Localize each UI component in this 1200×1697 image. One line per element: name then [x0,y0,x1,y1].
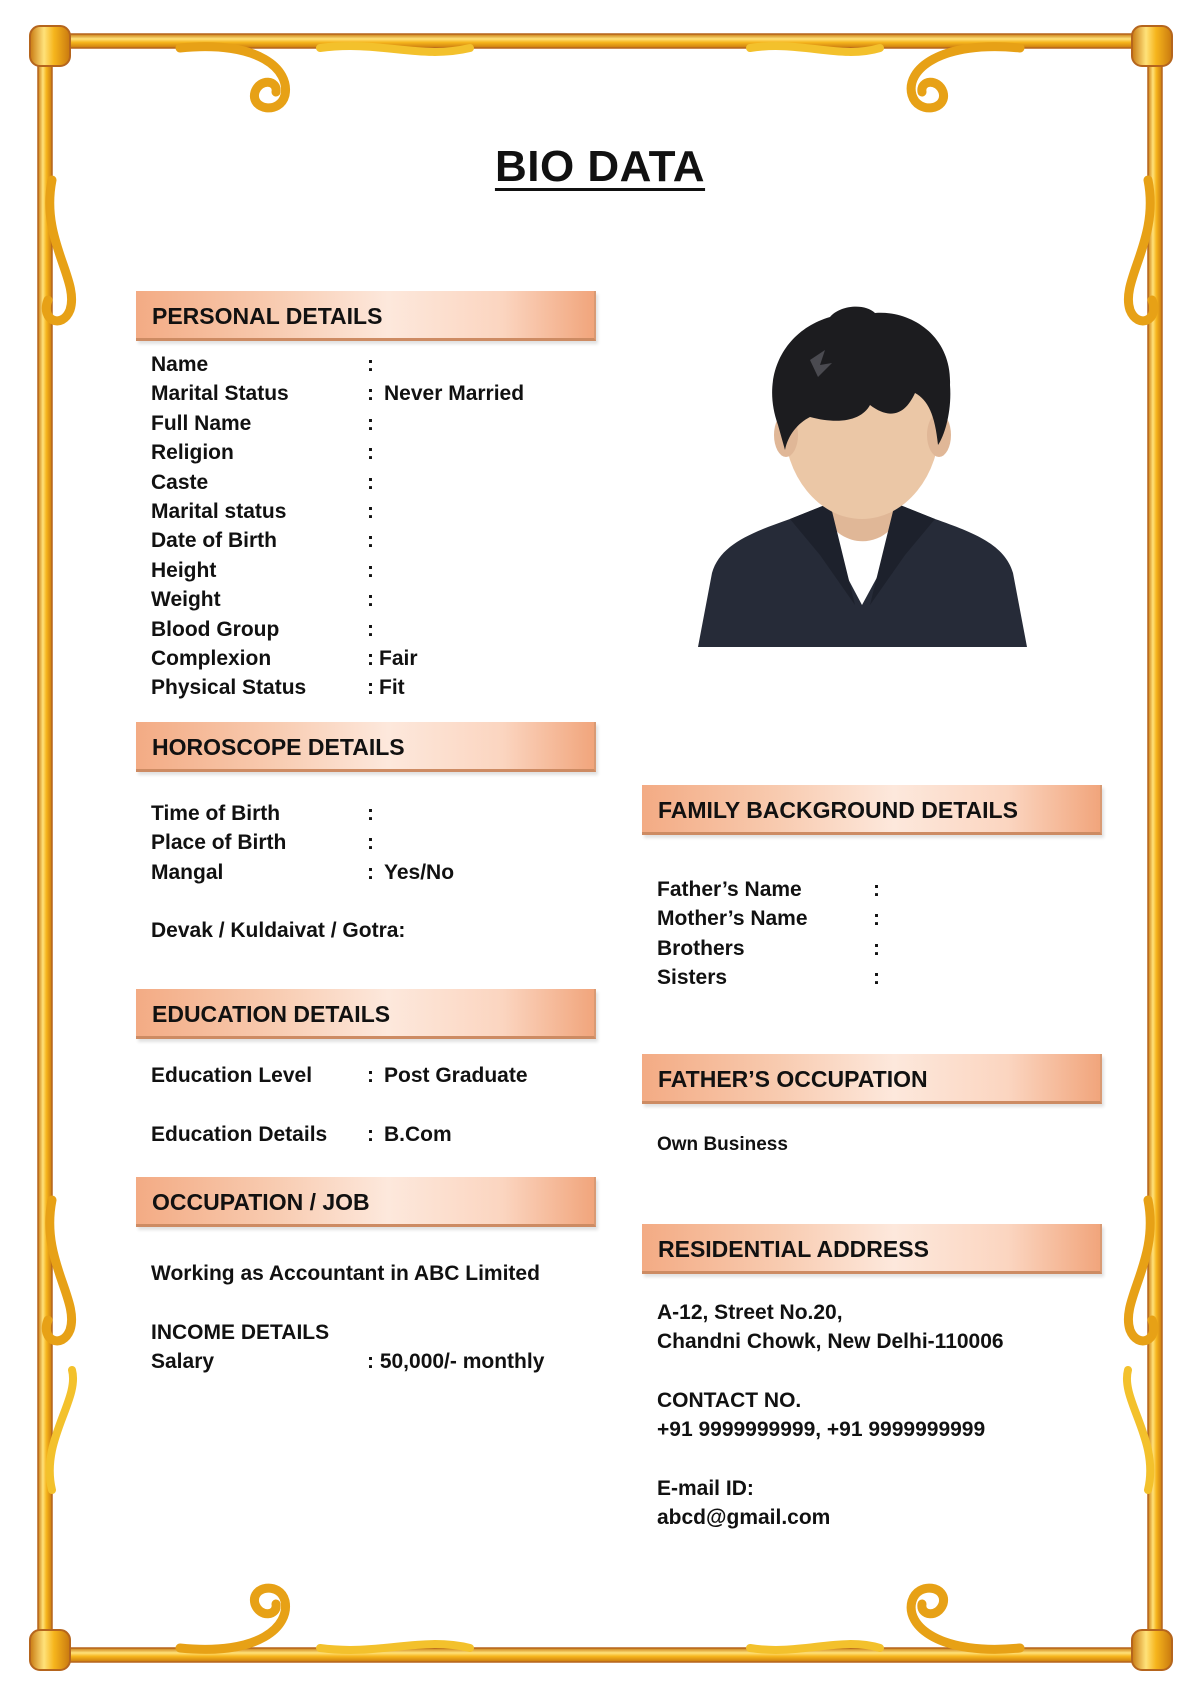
personal-row-caste [151,468,611,497]
field-label: Complexion [151,646,272,670]
person-avatar-icon [690,305,1035,650]
field-colon: : [873,936,880,960]
occupation-description: Working as Accountant in ABC Limited [151,1262,540,1285]
field-colon: : [367,382,374,406]
field-label: Brothers [657,936,745,960]
income-details-heading: INCOME DETAILS [151,1321,330,1344]
residential-address-header: RESIDENTIAL ADDRESS [642,1224,1102,1274]
field-label: Place of Birth [151,831,287,855]
field-label: Caste [151,470,209,494]
horoscope-row-place-of-birth [151,828,611,857]
field-colon: : [367,441,374,465]
field-colon: : [367,411,374,435]
field-label: Marital status [151,499,287,523]
field-label: Name [151,353,209,376]
personal-row-name [151,350,611,379]
field-colon: : [367,802,374,825]
personal-row-marital-status-2 [151,497,611,526]
field-colon: : [367,831,374,855]
family-details-list [657,875,1097,993]
personal-row-height [151,556,611,585]
field-label: Time of Birth [151,802,281,825]
field-colon: : [873,907,880,931]
field-colon: : [367,860,374,884]
contact-value: +91 9999999999, +91 9999999999 [657,1418,986,1441]
personal-row-weight [151,585,611,614]
field-colon: : [367,646,374,670]
personal-details-header: PERSONAL DETAILS [136,291,596,341]
field-label: Mother’s Name [657,907,808,931]
field-colon: : [367,470,374,494]
family-row-brothers [657,934,1097,963]
field-label: Father’s Name [657,878,802,901]
salary-row [151,1347,611,1376]
field-label: Education Level [151,1064,313,1087]
field-value: Never Married [384,382,525,406]
field-label: Mangal [151,860,224,884]
personal-row-complexion [151,644,611,673]
field-label: Religion [151,441,234,465]
field-colon: : [367,529,374,553]
horoscope-details-header: HOROSCOPE DETAILS [136,722,596,772]
contact-heading: CONTACT NO. [657,1389,802,1412]
field-label: Date of Birth [151,529,277,553]
personal-row-date-of-birth [151,526,611,555]
field-colon: : [367,558,374,582]
page-title: BIO DATA [494,142,706,191]
email-value: abcd@gmail.com [657,1506,831,1529]
field-colon: : [367,499,374,523]
field-value: Yes/No [384,860,455,884]
salary-value: : 50,000/- monthly [367,1350,545,1373]
personal-row-full-name [151,409,611,438]
horoscope-row-mangal [151,858,611,887]
personal-row-religion [151,438,611,467]
family-row-mothers-name [657,904,1097,933]
field-colon: : [367,1123,374,1146]
field-label: Height [151,558,217,582]
field-colon: : [367,353,374,376]
field-colon: : [367,588,374,612]
education-row-level [151,1061,611,1090]
education-details-header: EDUCATION DETAILS [136,989,596,1039]
address-line-1: A-12, Street No.20, [657,1301,843,1324]
field-label: Education Details [151,1123,328,1146]
gotra-label: Devak / Kuldaivat / Gotra: [151,919,406,942]
personal-row-marital-status [151,379,611,408]
email-heading: E-mail ID: [657,1477,754,1500]
occupation-header: OCCUPATION / JOB [136,1177,596,1227]
horoscope-details-list [151,799,611,887]
fathers-occupation-value: Own Business [657,1134,788,1155]
field-colon: : [367,1064,374,1087]
family-background-header: FAMILY BACKGROUND DETAILS [642,785,1102,835]
field-colon: : [873,878,880,901]
salary-label: Salary [151,1350,215,1373]
family-row-sisters [657,963,1097,992]
education-row-details [151,1120,611,1149]
field-colon: : [367,676,374,700]
field-colon: : [367,617,374,641]
field-label: Weight [151,588,221,612]
personal-row-physical-status [151,673,611,702]
field-value: Fit [379,676,405,700]
field-label: Blood Group [151,617,280,641]
horoscope-row-time-of-birth [151,799,611,828]
personal-details-list [151,350,611,703]
field-label: Sisters [657,966,728,990]
address-line-2: Chandni Chowk, New Delhi-110006 [657,1330,1004,1353]
field-value: Fair [379,646,418,670]
field-label: Marital Status [151,382,289,406]
field-label: Physical Status [151,676,307,700]
family-row-fathers-name [657,875,1097,904]
field-colon: : [873,966,880,990]
field-value: Post Graduate [384,1064,528,1087]
personal-row-blood-group [151,615,611,644]
field-value: B.Com [384,1123,452,1146]
fathers-occupation-header: FATHER’S OCCUPATION [642,1054,1102,1104]
field-label: Full Name [151,411,252,435]
